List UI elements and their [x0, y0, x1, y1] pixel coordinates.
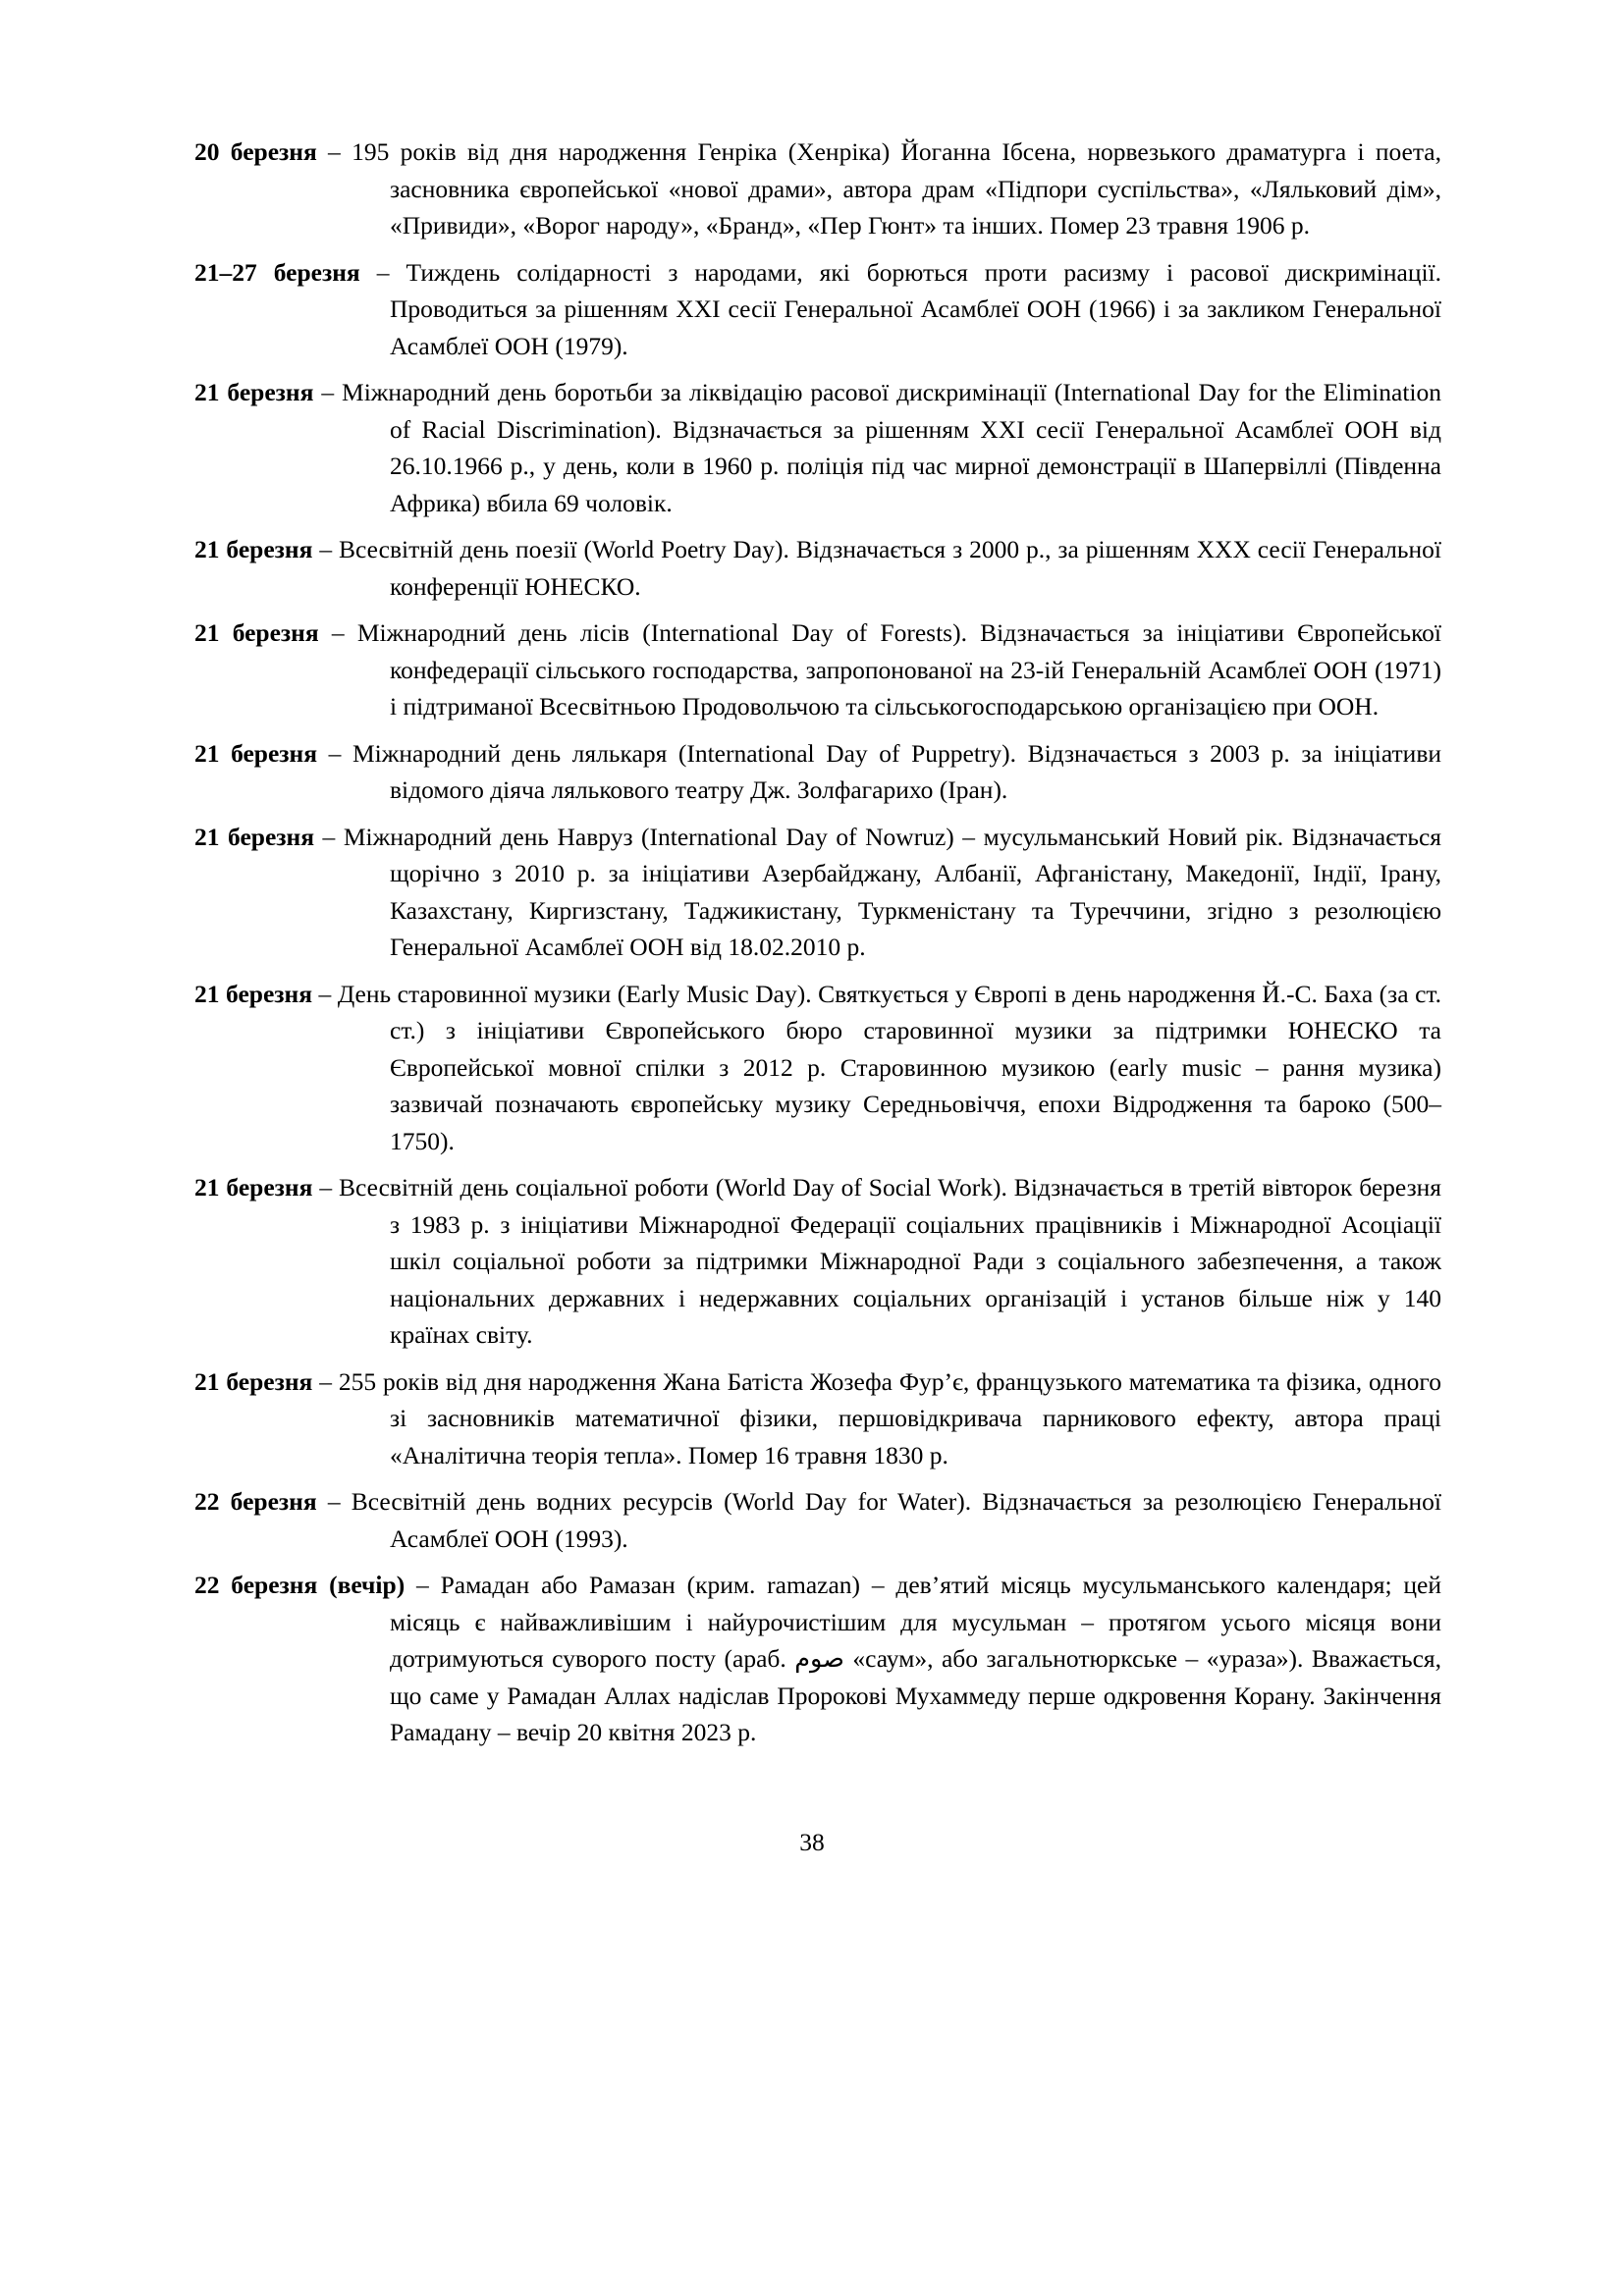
calendar-entry: 21 березня – День старовинної музики (Early Music Day). Святкується у Європі в день народження Й.-С. Баха (за ст. ст.) з ініціативи Європейського бюро старовинної музики за підтримки ЮНЕСКО та Європейської мовної спілки з 2012 р. Старовинною музикою (early music – рання музика) зазвичай позначають європейську музику Середньовіччя, епохи Відродження та бароко (500–1750).	[194, 979, 1441, 1155]
calendar-entry: 21 березня – Міжнародний день лісів (International Day of Forests). Відзначається за ініціативи Європейської конфедерації сільського господарства, запропонованої на 23-ій Генеральній Асамблеї ООН (1971) і підтриманої Всесвітньою Продовольчою та сільськогосподарською організацією при ООН.	[194, 618, 1441, 721]
entry-text: Тиждень солідарності з народами, які борються проти расизму і расової дискримінації. Проводиться за рішенням XXI сесії Генеральної Асамблеї ООН (1966) і за закликом Генеральної Асамблеї ООН (1979).	[390, 257, 1442, 360]
entry-date-open: (	[329, 1571, 338, 1599]
entry-date: 21–27 березня	[194, 257, 360, 287]
entry-date: 21 березня	[194, 1173, 313, 1201]
calendar-entry: 21 березня – Міжнародний день боротьби за ліквідацію расової дискримінації (International Day for the Elimination of Racial Discrimination). Відзначається за рішенням XXI сесії Генеральної Асамблеї ООН від 26.10.1966 р., у день, коли в 1960 р. поліція під час мирної демонстрації в Шапервіллі (Південна Африка) вбила 69 чоловік.	[194, 378, 1442, 517]
calendar-entry: 22 березня (вечір) – Рамадан або Рамазан (крим. ramazan) – дев’ятий місяць мусульманського календаря; цей місяць є найважливішим і найурочистішим для мусульман – протягом усього місяця вони дотримуються суворого посту (араб. صوم «саум», або загальнотюркське – «ураза»). Вважається, що саме у Рамадан Аллах надіслав Пророкові Мухаммеду перше одкровення Корану. Закінчення Рамадану – вечір 20 квітня 2023 р.	[194, 1571, 1442, 1746]
calendar-entry: 21 березня – Всесвітній день соціальної роботи (World Day of Social Work). Відзначається в третій вівторок березня з 1983 р. з ініціативи Міжнародної Федерації соціальних працівників і Міжнародної Асоціації шкіл соціальної роботи за підтримки Міжнародної Ради з соціального забезпечення, а також національних державних і недержавних соціальних організацій і установ більше ніж у 140 країнах світу.	[194, 1173, 1442, 1349]
document-body	[194, 133, 1441, 1761]
calendar-entry: 21–27 березня – Тиждень солідарності з народами, які борються проти расизму і расової дискримінації. Проводиться за рішенням XXI сесії Генеральної Асамблеї ООН (1966) і за закликом Генеральної Асамблеї ООН (1979).	[194, 257, 1442, 360]
entry-text: Міжнародний день лялькаря (International Day of Puppetry). Відзначається з 2003 р. за ініціативи відомого діяча лялькового театру Дж. Золфагарихо (Іран).	[352, 738, 1442, 804]
entry-text: Міжнародний день лісів (International Day of Forests). Відзначається за ініціативи Європейської конфедерації сільського господарства, запропонованої на 23-ій Генеральній Асамблеї ООН (1971) і підтриманої Всесвітньою Продовольчою та сільськогосподарською організацією при ООН.	[356, 618, 1441, 721]
entry-text: День старовинної музики (Early Music Day). Святкується у Європі в день народження Й.-С. Баха (за ст. ст.) з ініціативи Європейського бюро старовинної музики за підтримки ЮНЕСКО та Європейської мовної спілки з 2012 р. Старовинною музикою (early music – рання музика) зазвичай позначають європейську музику Середньовіччя, епохи Відродження та бароко (500–1750).	[337, 979, 1441, 1155]
entry-text: Рамадан або Рамазан (крим. ramazan) – дев’ятий місяць мусульманського календаря; цей місяць є найважливішим і найурочистішим для мусульман – протягом усього місяця вони дотримуються суворого посту (араб. صوم «саум», або загальнотюркське – «ураза»). Вважається, що саме у Рамадан Аллах надіслав Пророкові Мухаммеду перше одкровення Корану. Закінчення Рамадану – вечір 20 квітня 2023 р.	[390, 1571, 1442, 1746]
entry-date-extra: вечір	[337, 1571, 397, 1599]
entry-text: Міжнародний день Навруз (International Day of Nowruz) – мусульманський Новий рік. Відзначається щорічно з 2010 р. за ініціативи Азербайджану, Албанії, Афганістану, Македонії, Індії, Ірану, Казахстану, Киргизстану, Таджикистану, Туркменістану та Туреччини, згідно з резолюцією Генеральної Асамблеї ООН від 18.02.2010 р.	[343, 822, 1442, 961]
calendar-entry: 21 березня – Всесвітній день поезії (World Poetry Day). Відзначається з 2000 р., за рішенням XXX сесії Генеральної конференції ЮНЕСКО.	[194, 535, 1442, 601]
entry-date: 21 березня	[194, 618, 319, 647]
entry-date: 21 березня	[194, 738, 318, 768]
entry-date: 21 березня	[194, 979, 312, 1008]
entry-text: 195 років від дня народження Генріка (Хенріка) Йоганна Ібсена, норвезького драматурга і поета, засновника європейської «нової драми», автора драм «Підпори суспільства», «Ляльковий дім», «Привиди», «Ворог народу», «Бранд», «Пер Гюнт» та інших. Помер 23 травня 1906 р.	[352, 137, 1442, 240]
calendar-entry: 22 березня – Всесвітній день водних ресурсів (World Day for Water). Відзначається за резолюцією Генеральної Асамблеї ООН (1993).	[194, 1487, 1442, 1553]
calendar-entry: 21 березня – 255 років від дня народження Жана Батіста Жозефа Фур’є, французького математика та фізика, одного зі засновників математичної фізики, першовідкривача парникового ефекту, автора праці «Аналітична теорія тепла». Помер 16 травня 1830 р.	[194, 1366, 1441, 1469]
entry-text: Всесвітній день поезії (World Poetry Day). Відзначається з 2000 р., за рішенням XXX сесії Генеральної конференції ЮНЕСКО.	[339, 535, 1442, 601]
entry-text: Всесвітній день соціальної роботи (World Day of Social Work). Відзначається в третій вівторок березня з 1983 р. з ініціативи Міжнародної Федерації соціальних працівників і Міжнародної Асоціації шкіл соціальної роботи за підтримки Міжнародної Ради з соціального забезпечення, а також національних державних і недержавних соціальних організацій і установ більше ніж у 140 країнах світу.	[339, 1173, 1442, 1349]
entry-date: 21 березня	[194, 535, 313, 563]
entry-date: 22 березня	[194, 1487, 317, 1516]
calendar-entry: 20 березня – 195 років від дня народження Генріка (Хенріка) Йоганна Ібсена, норвезького драматурга і поета, засновника європейської «нової драми», автора драм «Підпори суспільства», «Ляльковий дім», «Привиди», «Ворог народу», «Бранд», «Пер Гюнт» та інших. Помер 23 травня 1906 р.	[194, 137, 1442, 240]
entry-text: Всесвітній день водних ресурсів (World Day for Water). Відзначається за резолюцією Генеральної Асамблеї ООН (1993).	[351, 1487, 1442, 1553]
entry-date-close: )	[396, 1571, 406, 1599]
entry-text: Міжнародний день боротьби за ліквідацію расової дискримінації (International Day for the Elimination of Racial Discrimination). Відзначається за рішенням XXI сесії Генеральної Асамблеї ООН від 26.10.1966 р., у день, коли в 1960 р. поліція під час мирної демонстрації в Шапервіллі (Південна Африка) вбила 69 чоловік.	[342, 378, 1442, 517]
entry-text: 255 років від дня народження Жана Батіста Жозефа Фур’є, французького математика та фізика, одного зі засновників математичної фізики, першовідкривача парникового ефекту, автора праці «Аналітична теорія тепла». Помер 16 травня 1830 р.	[338, 1366, 1441, 1469]
entry-date: 22 березня	[194, 1571, 318, 1599]
calendar-entry: 21 березня – Міжнародний день лялькаря (International Day of Puppetry). Відзначається з 2003 р. за ініціативи відомого діяча лялькового театру Дж. Золфагарихо (Іран).	[194, 738, 1442, 804]
calendar-entry: 21 березня – Міжнародний день Навруз (International Day of Nowruz) – мусульманський Новий рік. Відзначається щорічно з 2010 р. за ініціативи Азербайджану, Албанії, Афганістану, Македонії, Індії, Ірану, Казахстану, Киргизстану, Таджикистану, Туркменістану та Туреччини, згідно з резолюцією Генеральної Асамблеї ООН від 18.02.2010 р.	[194, 822, 1442, 961]
page-number: 38	[799, 1828, 825, 1856]
entry-date: 21 березня	[194, 378, 314, 406]
entry-date: 21 березня	[194, 822, 315, 851]
entry-date: 20 березня	[194, 137, 317, 166]
entry-date: 21 березня	[194, 1366, 313, 1396]
